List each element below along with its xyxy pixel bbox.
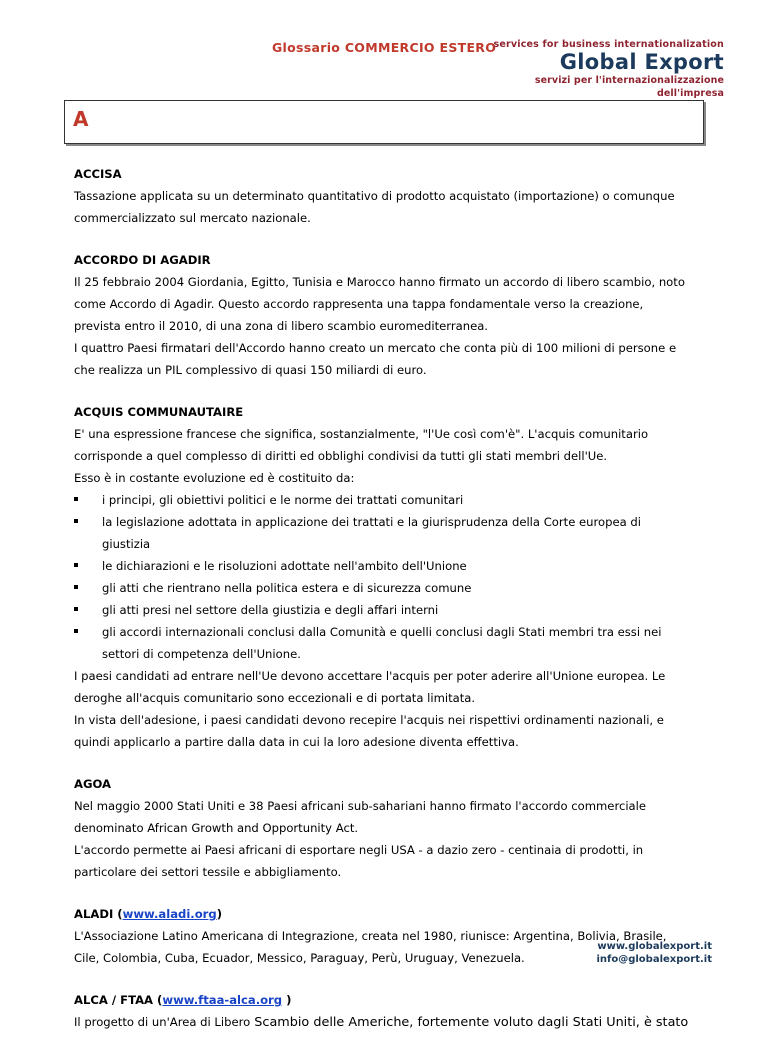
entry-alca-ftaa <box>74 989 714 1034</box>
entry-line: L'Associazione Latino Americana di Integrazione, creata nel 1980, riunisce: Argentina, Bolivia, Brasile, <box>74 929 667 943</box>
section-letter: A <box>73 107 89 131</box>
aladi-link[interactable]: www.aladi.org <box>122 907 217 921</box>
entry-line: In vista dell'adesione, i paesi candidati devono recepire l'acquis nei rispettivi ordinamenti nazionali, e <box>74 713 664 727</box>
entry-line: prevista entro il 2010, di una zona di libero scambio euromediterranea. <box>74 319 488 333</box>
bullet-item: gli atti che rientrano nella politica estera e di sicurezza comune <box>74 577 714 599</box>
entry-line: Esso è in costante evoluzione ed è costituito da: <box>74 471 355 485</box>
entry-line: quindi applicarlo a partire dalla data in cui la loro adesione diventa effettiva. <box>74 735 519 749</box>
entry-term: ACQUIS COMMUNAUTAIRE <box>74 405 244 419</box>
entry-line: particolare dei settori tessile e abbigliamento. <box>74 865 342 879</box>
global-export-logo <box>488 38 724 100</box>
entry-agoa <box>74 773 714 883</box>
entry-line: L'accordo permette ai Paesi africani di esportare negli USA - a dazio zero - centinaia di prodotti, in <box>74 843 644 857</box>
bullet-item: la legislazione adottata in applicazione dei trattati e la giurisprudenza della Corte europea di giustizia <box>74 511 714 555</box>
bullet-item: gli atti presi nel settore della giustizia e degli affari interni <box>74 599 714 621</box>
bullet-item: i principi, gli obiettivi politici e le norme dei trattati comunitari <box>74 489 714 511</box>
entry-accisa <box>74 163 714 229</box>
entry-term: ALCA / FTAA (www.ftaa-alca.org ) <box>74 993 292 1007</box>
footer-website: www.globalexport.it <box>597 941 712 952</box>
entry-line: deroghe all'acquis comunitario sono eccezionali e di portata limitata. <box>74 691 476 705</box>
entry-line: I paesi candidati ad entrare nell'Ue devono accettare l'acquis per poter aderire all'Unione europea. Le <box>74 669 666 683</box>
entry-line: Il progetto di un'Area di Libero Scambio delle Americhe, fortemente voluto dagli Stati Uniti, è stato <box>74 1015 689 1030</box>
bullet-list <box>74 489 714 665</box>
entry-line: corrisponde a quel complesso di diritti ed obblighi condivisi da tutti gli stati membri dell'Ue. <box>74 449 608 463</box>
section-letter-box <box>64 100 704 144</box>
footer-email: info@globalexport.it <box>596 954 712 965</box>
logo-name: Global Export <box>559 50 724 74</box>
entry-line: Nel maggio 2000 Stati Uniti e 38 Paesi africani sub-sahariani hanno firmato l'accordo commerciale <box>74 799 647 813</box>
bullet-item: le dichiarazioni e le risoluzioni adottate nell'ambito dell'Unione <box>74 555 714 577</box>
glossary-content <box>74 163 714 1054</box>
entry-line: Cile, Colombia, Cuba, Ecuador, Messico, Paraguay, Perù, Uruguay, Venezuela. <box>74 951 525 965</box>
logo-tagline: services for business internationalization <box>493 39 724 50</box>
entry-line: Il 25 febbraio 2004 Giordania, Egitto, Tunisia e Marocco hanno firmato un accordo di libero scambio, noto <box>74 275 685 289</box>
ftaa-alca-link[interactable]: www.ftaa-alca.org <box>162 993 283 1007</box>
document-title: Glossario COMMERCIO ESTERO <box>272 40 497 55</box>
entry-line: denominato African Growth and Opportunity Act. <box>74 821 359 835</box>
footer-contacts <box>560 940 712 966</box>
entry-acquis-communautaire <box>74 401 714 753</box>
entry-line: E' una espressione francese che significa, sostanzialmente, "l'Ue così com'è". L'acquis comunitario <box>74 427 649 441</box>
entry-term: AGOA <box>74 777 112 791</box>
entry-line: che realizza un PIL complessivo di quasi 150 miliardi di euro. <box>74 363 427 377</box>
entry-term: ALADI (www.aladi.org) <box>74 907 222 921</box>
logo-subtitle: servizi per l'internazionalizzazione dell'impresa <box>534 75 724 99</box>
entry-line: commercializzato sul mercato nazionale. <box>74 211 311 225</box>
entry-line: Tassazione applicata su un determinato quantitativo di prodotto acquistato (importazione) o comunque <box>74 189 675 203</box>
entry-line: come Accordo di Agadir. Questo accordo rappresenta una tappa fondamentale verso la creazione, <box>74 297 644 311</box>
entry-term: ACCISA <box>74 167 122 181</box>
entry-line: I quattro Paesi firmatari dell'Accordo hanno creato un mercato che conta più di 100 milioni di persone e <box>74 341 677 355</box>
entry-accordo-di-agadir <box>74 249 714 381</box>
entry-term: ACCORDO DI AGADIR <box>74 253 211 267</box>
bullet-item: gli accordi internazionali conclusi dalla Comunità e quelli conclusi dagli Stati membri tra essi nei settori di competenza dell'Unione. <box>74 621 714 665</box>
